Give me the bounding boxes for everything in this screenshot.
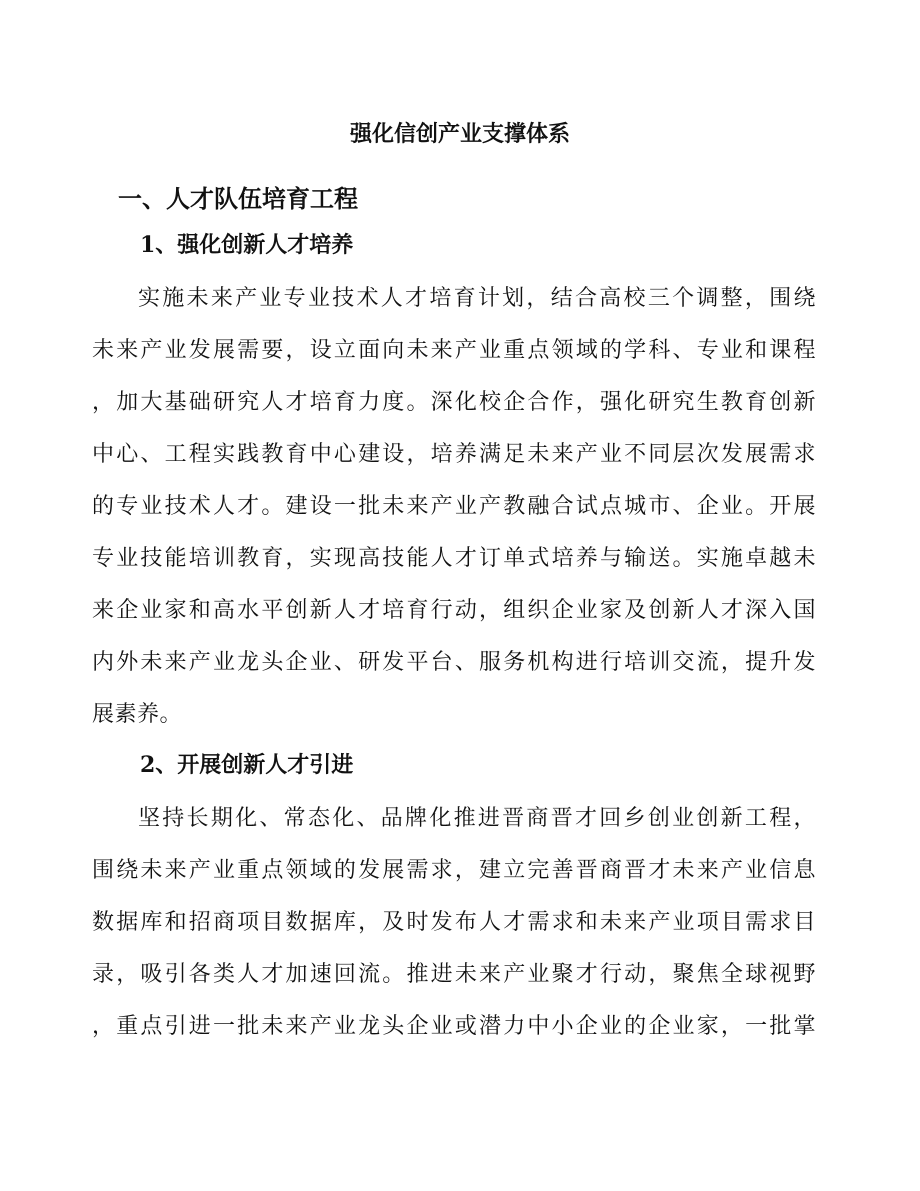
subsection-heading-talent-training: 1、强化创新人才培养: [140, 232, 354, 258]
document-title: 强化信创产业支撑体系: [349, 121, 570, 147]
paragraph-line: 实施未来产业专业技术人才培育计划，结合高校三个调整，围绕: [138, 286, 816, 311]
paragraph-line: 坚持长期化、常态化、品牌化推进晋商晋才回乡创业创新工程，: [138, 806, 816, 831]
paragraph-line: 专业技能培训教育，实现高技能人才订单式培养与输送。实施卓越未: [92, 546, 816, 571]
subsection-heading-talent-introduction: 2、开展创新人才引进: [140, 752, 354, 778]
paragraph-line: 展素养。: [92, 702, 183, 727]
paragraph-line: 内外未来产业龙头企业、研发平台、服务机构进行培训交流，提升发: [92, 650, 816, 675]
paragraph-line: 来企业家和高水平创新人才培育行动，组织企业家及创新人才深入国: [92, 598, 816, 623]
paragraph-talent-introduction: [92, 802, 816, 1062]
paragraph-line: 未来产业发展需要，设立面向未来产业重点领域的学科、专业和课程: [92, 338, 816, 363]
paragraph-line: 数据库和招商项目数据库，及时发布人才需求和未来产业项目需求目: [92, 910, 816, 935]
paragraph-line: 围绕未来产业重点领域的发展需求，建立完善晋商晋才未来产业信息: [92, 858, 816, 883]
paragraph-talent-training: [92, 282, 816, 750]
paragraph-line: ，重点引进一批未来产业龙头企业或潜力中小企业的企业家，一批掌: [92, 1014, 816, 1039]
paragraph-line: ，加大基础研究人才培育力度。深化校企合作，强化研究生教育创新: [92, 390, 816, 415]
paragraph-line: 的专业技术人才。建设一批未来产业产教融合试点城市、企业。开展: [92, 494, 816, 519]
paragraph-line: 中心、工程实践教育中心建设，培养满足未来产业不同层次发展需求: [92, 442, 816, 467]
paragraph-line: 录，吸引各类人才加速回流。推进未来产业聚才行动，聚焦全球视野: [92, 962, 816, 987]
section-heading-talent-cultivation: 一、人才队伍培育工程: [118, 184, 358, 213]
